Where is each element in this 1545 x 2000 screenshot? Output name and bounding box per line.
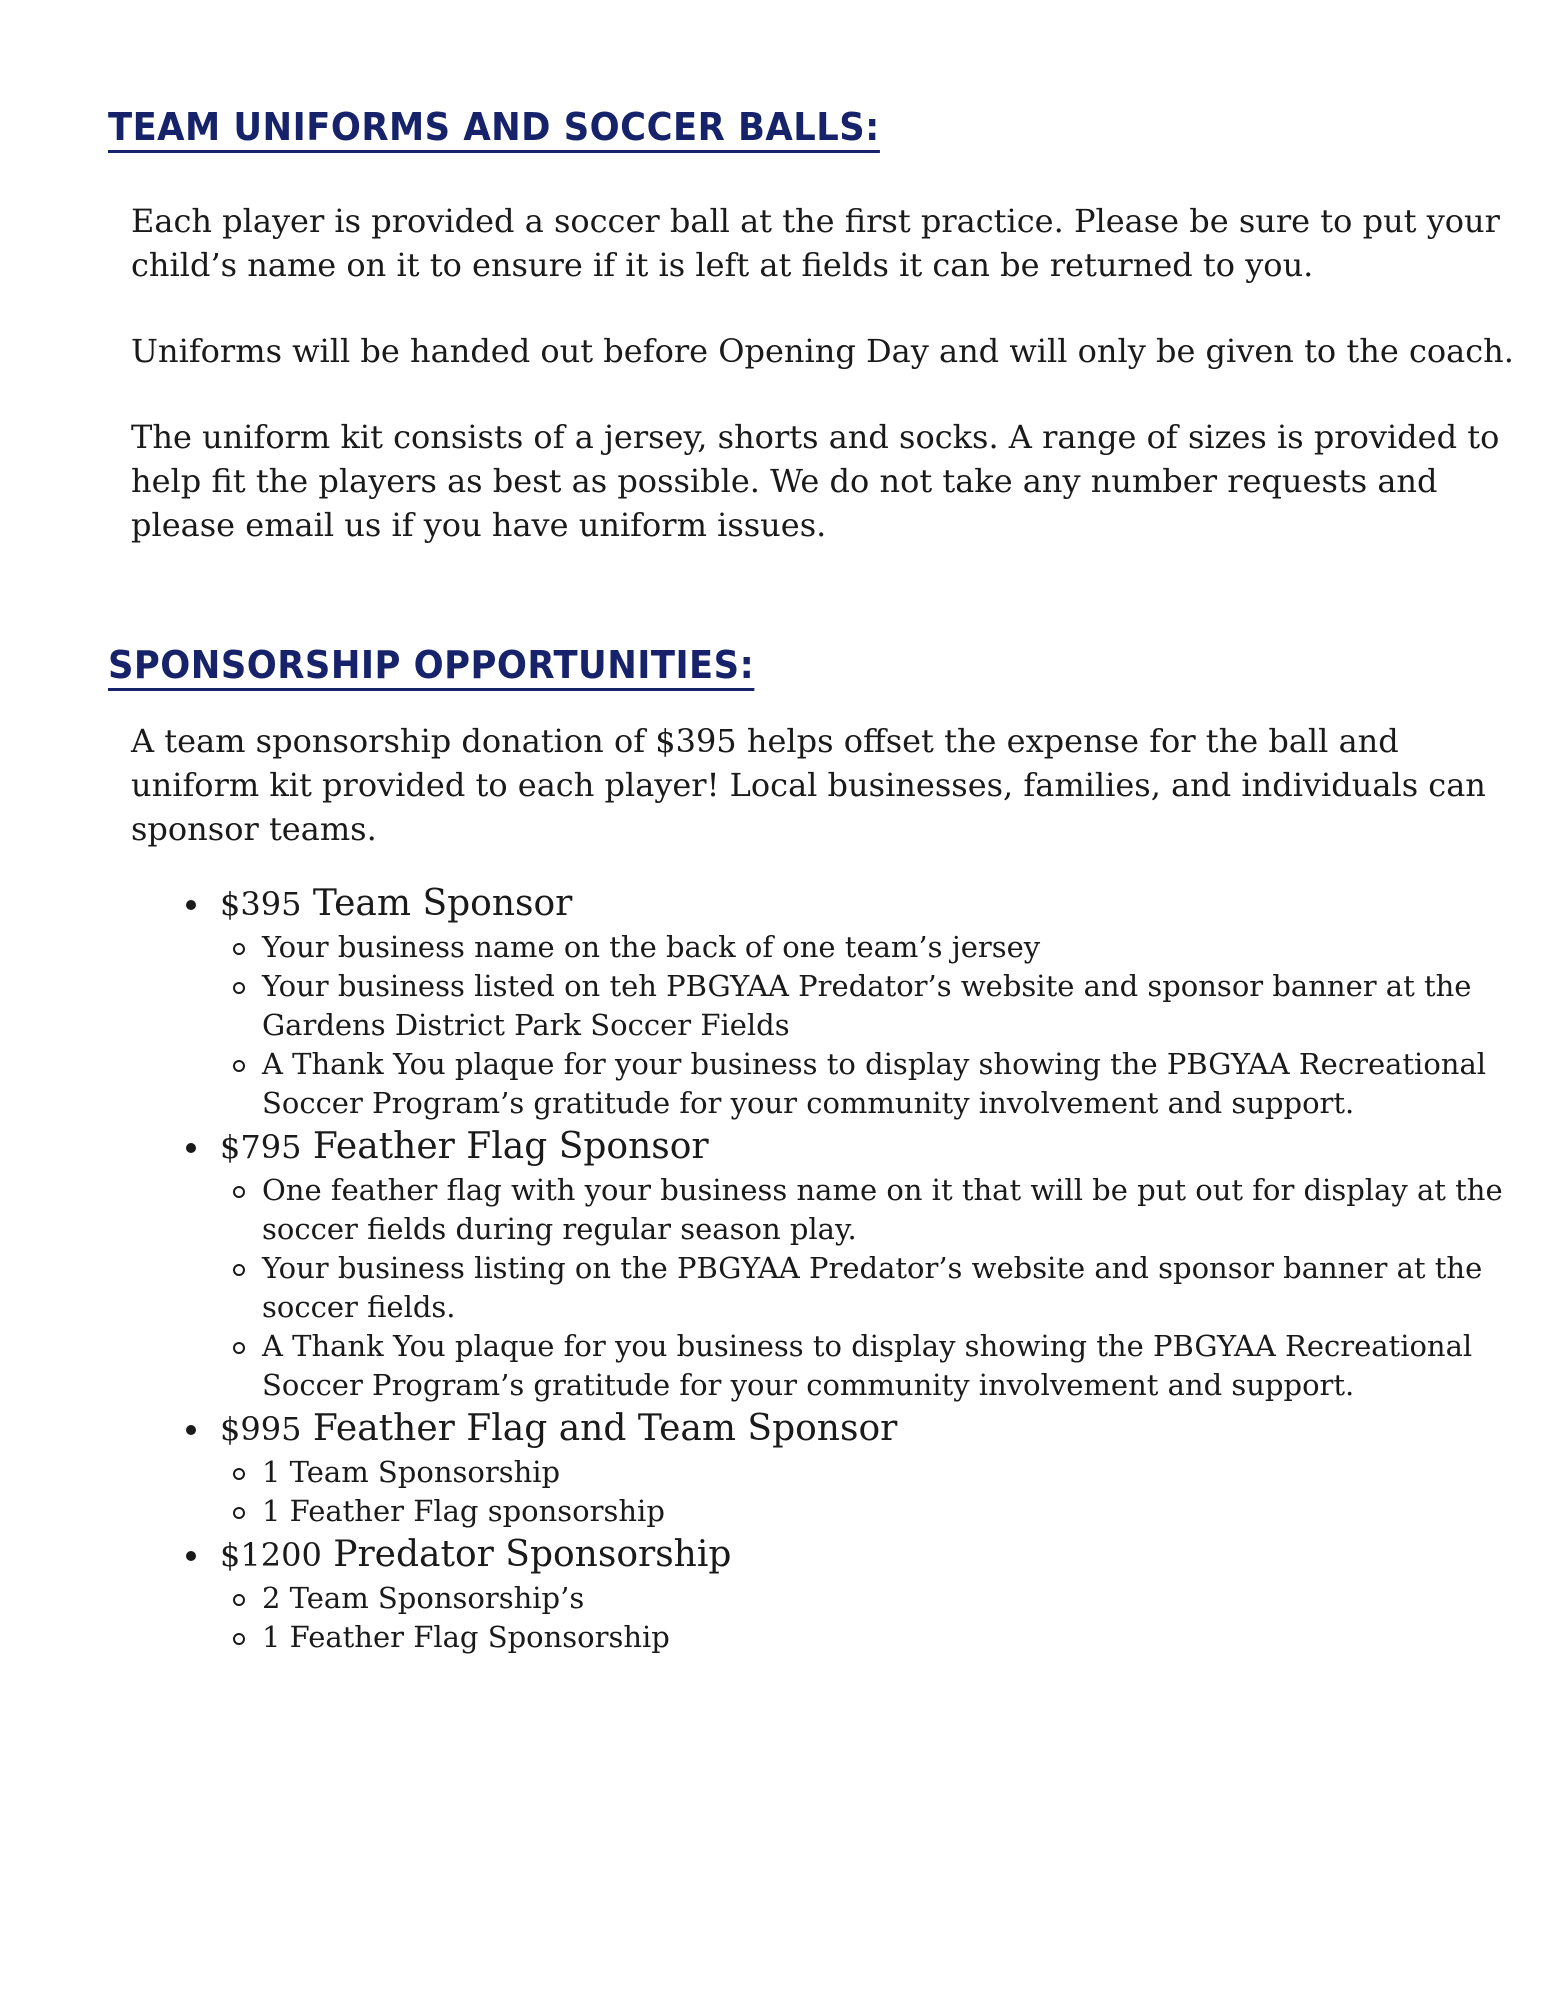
list-item	[262, 1249, 1510, 1327]
bullet-dot-icon	[186, 900, 196, 910]
benefit-text: 1 Feather Flag Sponsorship	[262, 1620, 670, 1654]
benefit-text: 2 Team Sponsorship’s	[262, 1581, 585, 1615]
list-item	[262, 1579, 1510, 1618]
list-item	[262, 1492, 1510, 1531]
tier-name: Feather Flag Sponsor	[312, 1126, 709, 1167]
benefit-list	[220, 1171, 1510, 1405]
bullet-circle-icon	[233, 1264, 245, 1276]
tier-title	[220, 1123, 1510, 1171]
bullet-circle-icon	[233, 943, 245, 955]
tier-team-sponsor	[180, 880, 1510, 1123]
sponsorship-heading: SPONSORSHIP OPPORTUNITIES:	[108, 646, 754, 691]
bullet-circle-icon	[233, 1633, 245, 1645]
bullet-circle-icon	[233, 1594, 245, 1606]
list-item	[262, 1453, 1510, 1492]
benefit-text: 1 Team Sponsorship	[262, 1455, 561, 1489]
benefit-text: One feather flag with your business name on it that will be put out for display at the soccer fields during regular season play.	[262, 1173, 1503, 1246]
benefit-text: Your business listed on teh PBGYAA Predator’s website and sponsor banner at the Gardens District Park Soccer Fields	[262, 969, 1472, 1042]
tier-price: $995	[220, 1410, 302, 1448]
bullet-dot-icon	[186, 1143, 196, 1153]
benefit-text: A Thank You plaque for you business to display showing the PBGYAA Recreational Soccer Program’s gratitude for your community involvement and support.	[262, 1329, 1473, 1402]
tier-name: Team Sponsor	[312, 883, 573, 924]
tier-name: Feather Flag and Team Sponsor	[312, 1408, 898, 1449]
tier-price: $795	[220, 1128, 302, 1166]
list-item	[262, 1171, 1510, 1249]
bullet-circle-icon	[233, 982, 245, 994]
tier-title	[220, 880, 1510, 928]
benefit-list	[220, 928, 1510, 1123]
bullet-circle-icon	[233, 1060, 245, 1072]
benefit-text: A Thank You plaque for your business to display showing the PBGYAA Recreational Soccer Program’s gratitude for your community involvement and support.	[262, 1047, 1487, 1120]
tier-predator-sponsorship	[180, 1531, 1510, 1657]
uniforms-heading: TEAM UNIFORMS AND SOCCER BALLS:	[108, 108, 880, 153]
uniforms-paragraph-kit: The uniform kit consists of a jersey, shorts and socks. A range of sizes is provided to help fit the players as best as possible. We do not take any number requests and please email us if you have uniform issues.	[131, 418, 1500, 544]
tier-price: $395	[220, 885, 302, 923]
tier-price: $1200	[220, 1536, 322, 1574]
sponsorship-tier-list	[180, 880, 1510, 1657]
bullet-circle-icon	[233, 1507, 245, 1519]
bullet-dot-icon	[186, 1425, 196, 1435]
benefit-text: Your business name on the back of one team’s jersey	[262, 930, 1041, 964]
list-item	[262, 1618, 1510, 1657]
uniforms-paragraph-ball: Each player is provided a soccer ball at the first practice. Please be sure to put your child’s name on it to ensure if it is left at fields it can be returned to you.	[131, 202, 1500, 284]
sponsorship-intro: A team sponsorship donation of $395 helps offset the expense for the ball and uniform kit provided to each player! Local businesses, families, and individuals can sponsor teams.	[131, 722, 1486, 848]
uniforms-paragraph-handout: Uniforms will be handed out before Opening Day and will only be given to the coach.	[131, 332, 1514, 370]
bullet-circle-icon	[233, 1342, 245, 1354]
tier-name: Predator Sponsorship	[333, 1534, 732, 1575]
benefit-list	[220, 1453, 1510, 1531]
tier-feather-flag-and-team-sponsor	[180, 1405, 1510, 1531]
list-item	[262, 967, 1510, 1045]
bullet-dot-icon	[186, 1551, 196, 1561]
list-item	[262, 1045, 1510, 1123]
benefit-text: 1 Feather Flag sponsorship	[262, 1494, 665, 1528]
benefit-text: Your business listing on the PBGYAA Predator’s website and sponsor banner at the soccer fields.	[262, 1251, 1483, 1324]
bullet-circle-icon	[233, 1468, 245, 1480]
list-item	[262, 1327, 1510, 1405]
tier-feather-flag-sponsor	[180, 1123, 1510, 1405]
tier-title	[220, 1405, 1510, 1453]
bullet-circle-icon	[233, 1186, 245, 1198]
list-item	[262, 928, 1510, 967]
tier-title	[220, 1531, 1510, 1579]
benefit-list	[220, 1579, 1510, 1657]
